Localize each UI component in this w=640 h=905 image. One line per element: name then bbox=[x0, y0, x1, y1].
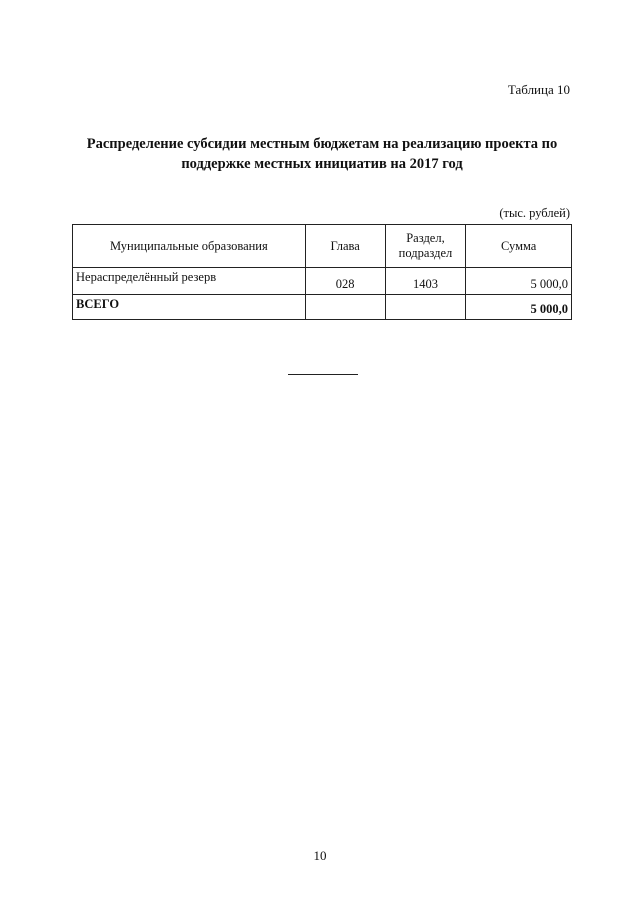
row-municipality-cell: Нераспределённый резерв bbox=[73, 268, 306, 295]
total-row bbox=[73, 295, 572, 320]
header-row bbox=[73, 225, 572, 268]
total-label-cell: ВСЕГО bbox=[73, 295, 306, 320]
separator-line bbox=[288, 374, 358, 375]
header-municipality: Муниципальные образования bbox=[73, 225, 306, 268]
header-glava: Глава bbox=[305, 225, 385, 268]
total-razdel-cell bbox=[385, 295, 466, 320]
table-number: Таблица 10 bbox=[507, 82, 570, 97]
table-row bbox=[73, 268, 572, 295]
document-title: Распределение субсидии местным бюджетам на реализацию проекта по поддержке местных инициатив на 2017 год bbox=[86, 136, 558, 172]
total-sum-cell: 5 000,0 bbox=[466, 295, 572, 320]
header-razdel-line1: Раздел, bbox=[406, 231, 445, 245]
row-razdel-cell: 1403 bbox=[385, 268, 466, 295]
row-glava-cell: 028 bbox=[305, 268, 385, 295]
header-sum: Сумма bbox=[466, 225, 572, 268]
header-razdel bbox=[385, 225, 466, 268]
header-razdel-line2: подраздел bbox=[398, 246, 453, 260]
page-number: 10 bbox=[313, 848, 327, 863]
budget-table bbox=[72, 224, 572, 320]
row-sum-cell: 5 000,0 bbox=[466, 268, 572, 295]
total-glava-cell bbox=[305, 295, 385, 320]
units-note: (тыс. рублей) bbox=[499, 206, 570, 220]
